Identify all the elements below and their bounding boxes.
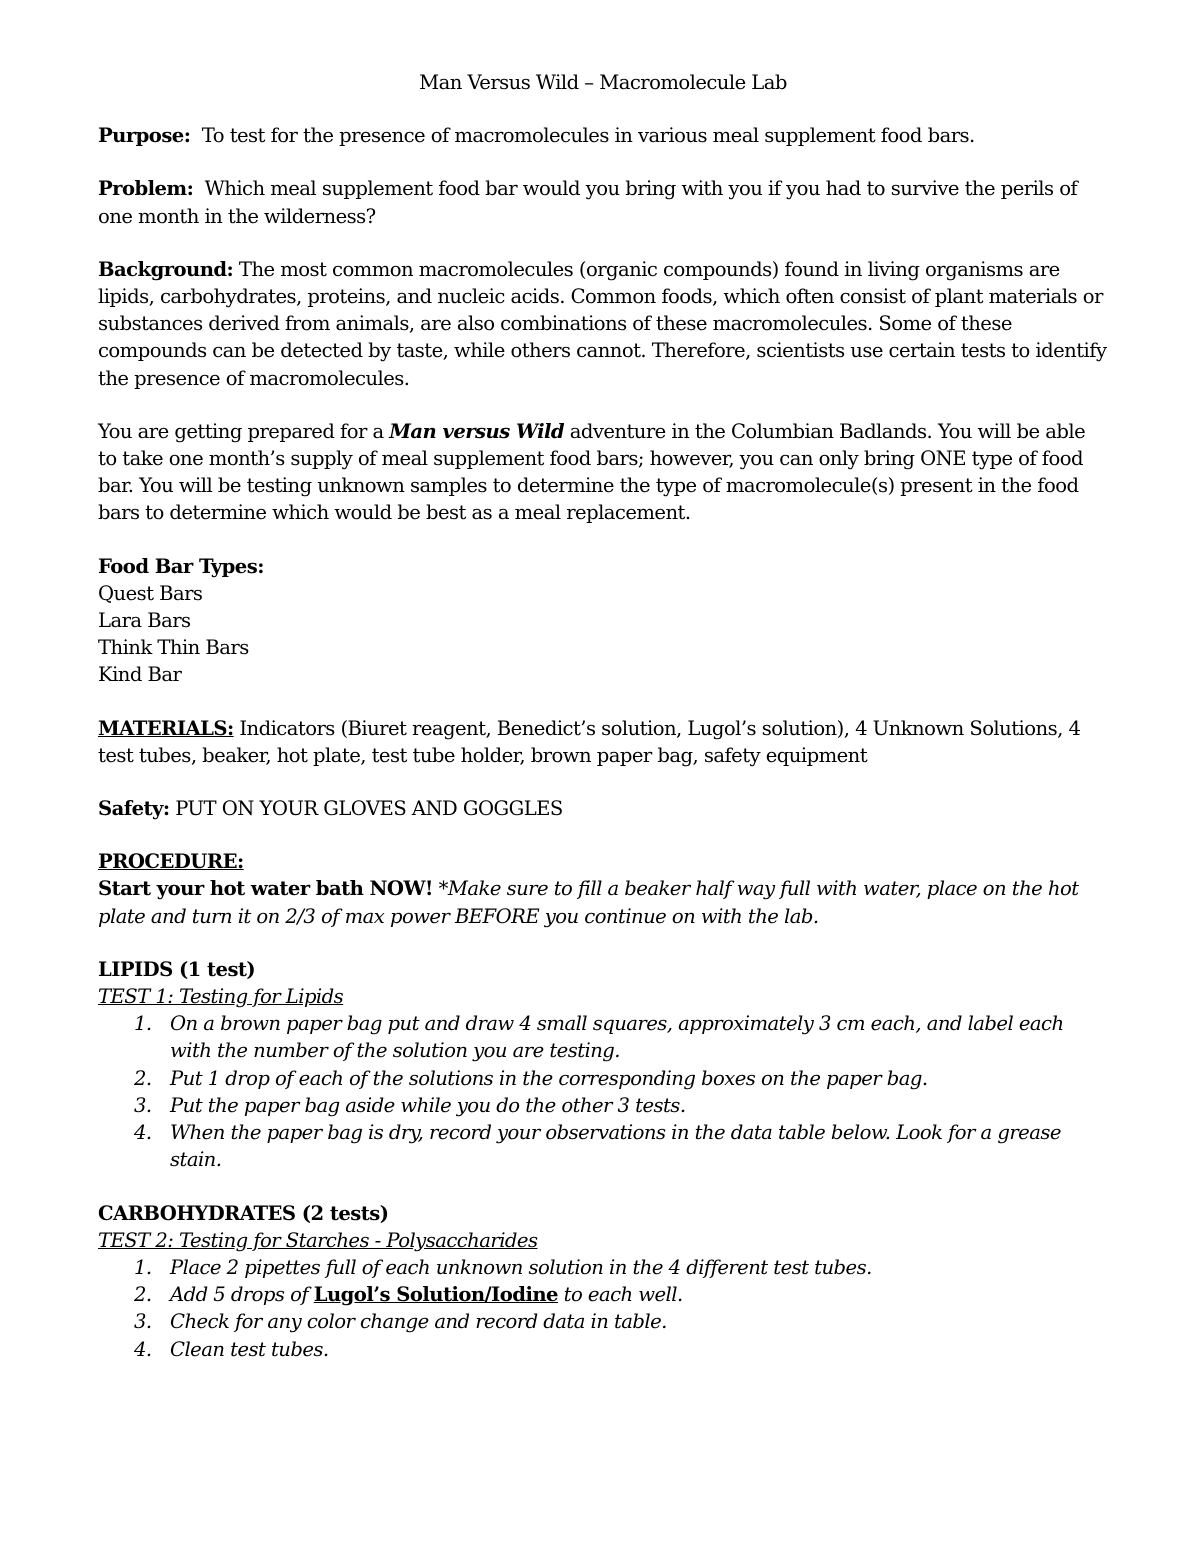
step-text: On a brown paper bag put and draw 4 small squares, approximately 3 cm each, and label each with the number of the solution you are testing. [170,1012,1064,1063]
background-paragraph [98,256,1108,392]
step-number: 2. [134,1283,152,1307]
document-title: Man Versus Wild – Macromolecule Lab [419,71,787,94]
food-bar-item: Lara Bars [98,609,191,633]
step-number: 1. [134,1255,152,1279]
list-item [134,1092,1108,1119]
carbohydrates-steps [98,1254,1108,1363]
problem-paragraph [98,175,1108,229]
list-item [134,1254,1108,1281]
reagent-name: Lugol’s Solution/Iodine [313,1283,558,1307]
procedure-start-bold: Start your hot water bath NOW! [98,877,433,901]
list-item [134,1336,1108,1363]
food-bar-item: Kind Bar [98,663,182,687]
step-text: Put the paper bag aside while you do the other 3 tests. [170,1093,686,1117]
background-label: Background: [98,257,234,281]
food-bar-item: Quest Bars [98,581,203,605]
materials-paragraph [98,715,1108,769]
lipids-test-title: TEST 1: Testing for Lipids [98,985,344,1009]
purpose-label: Purpose: [98,124,191,148]
scenario-before: You are getting prepared for a [98,419,384,443]
carbohydrates-test-title: TEST 2: Testing for Starches - Polysaccharides [98,1228,538,1252]
step-number: 1. [134,1012,152,1036]
step-text: Put 1 drop of each of the solutions in the corresponding boxes on the paper bag. [170,1066,928,1090]
document-body [98,69,1108,1363]
scenario-emphasis: Man versus Wild [389,419,565,443]
step-number: 3. [134,1310,152,1334]
step-number: 2. [134,1066,152,1090]
food-bar-heading: Food Bar Types: [98,554,264,578]
carbohydrates-heading: CARBOHYDRATES (2 tests) [98,1201,389,1225]
purpose-paragraph [98,122,1108,149]
problem-label: Problem: [98,177,194,201]
step-number: 4. [134,1337,152,1361]
safety-label: Safety: [98,797,170,821]
lipids-steps [98,1010,1108,1173]
step-number: 4. [134,1121,152,1145]
problem-text: Which meal supplement food bar would you bring with you if you had to survive the perils of one month in the wilderness? [98,177,1078,228]
food-bar-item: Think Thin Bars [98,636,249,660]
step-text: Check for any color change and record data in table. [170,1310,667,1334]
background-text: The most common macromolecules (organic compounds) found in living organisms are lipids, carbohydrates, proteins, and nucleic acids. Common foods, which often consist of plant materials or substances derived from animals, are also combinations of these macromolecules. Some of these compounds can be detected by taste, while others cannot. Therefore, scientists use certain tests to identify the presence of macromolecules. [98,257,1107,390]
list-item [134,1281,1108,1308]
step-number: 3. [134,1093,152,1117]
step-text: Place 2 pipettes full of each unknown solution in the 4 different test tubes. [170,1255,872,1279]
step-text: When the paper bag is dry, record your observations in the data table below. Look for a grease stain. [170,1121,1061,1172]
lipids-heading: LIPIDS (1 test) [98,957,256,981]
list-item [134,1119,1108,1173]
list-item [134,1065,1108,1092]
step-text: to each well. [563,1283,683,1307]
list-item [134,1010,1108,1064]
list-item [134,1308,1108,1335]
safety-text: PUT ON YOUR GLOVES AND GOGGLES [175,797,563,821]
step-text: Clean test tubes. [170,1337,329,1361]
scenario-after: adventure in the Columbian Badlands. You will be able to take one month’s supply of meal supplement food bars; however, you can only bring ONE type of food bar. You will be testing unknown samples to determine the type of macromolecule(s) present in the food bars to determine which would be best as a meal replacement. [98,419,1086,525]
procedure-start [98,875,1108,929]
purpose-text: To test for the presence of macromolecules in various meal supplement food bars. [201,124,975,148]
materials-label: MATERIALS: [98,716,234,740]
step-text: Add 5 drops of [170,1283,309,1307]
procedure-heading: PROCEDURE: [98,850,244,874]
procedure-start-note: *Make sure to fill a beaker half way full with water, place on the hot plate and turn it on 2/3 of max power BEFORE you continue on with the lab. [98,877,1079,928]
safety-paragraph [98,795,1108,822]
scenario-paragraph [98,418,1108,527]
materials-text: Indicators (Biuret reagent, Benedict’s solution, Lugol’s solution), 4 Unknown Solutions, 4 test tubes, beaker, hot plate, test tube holder, brown paper bag, safety equipment [98,716,1081,767]
